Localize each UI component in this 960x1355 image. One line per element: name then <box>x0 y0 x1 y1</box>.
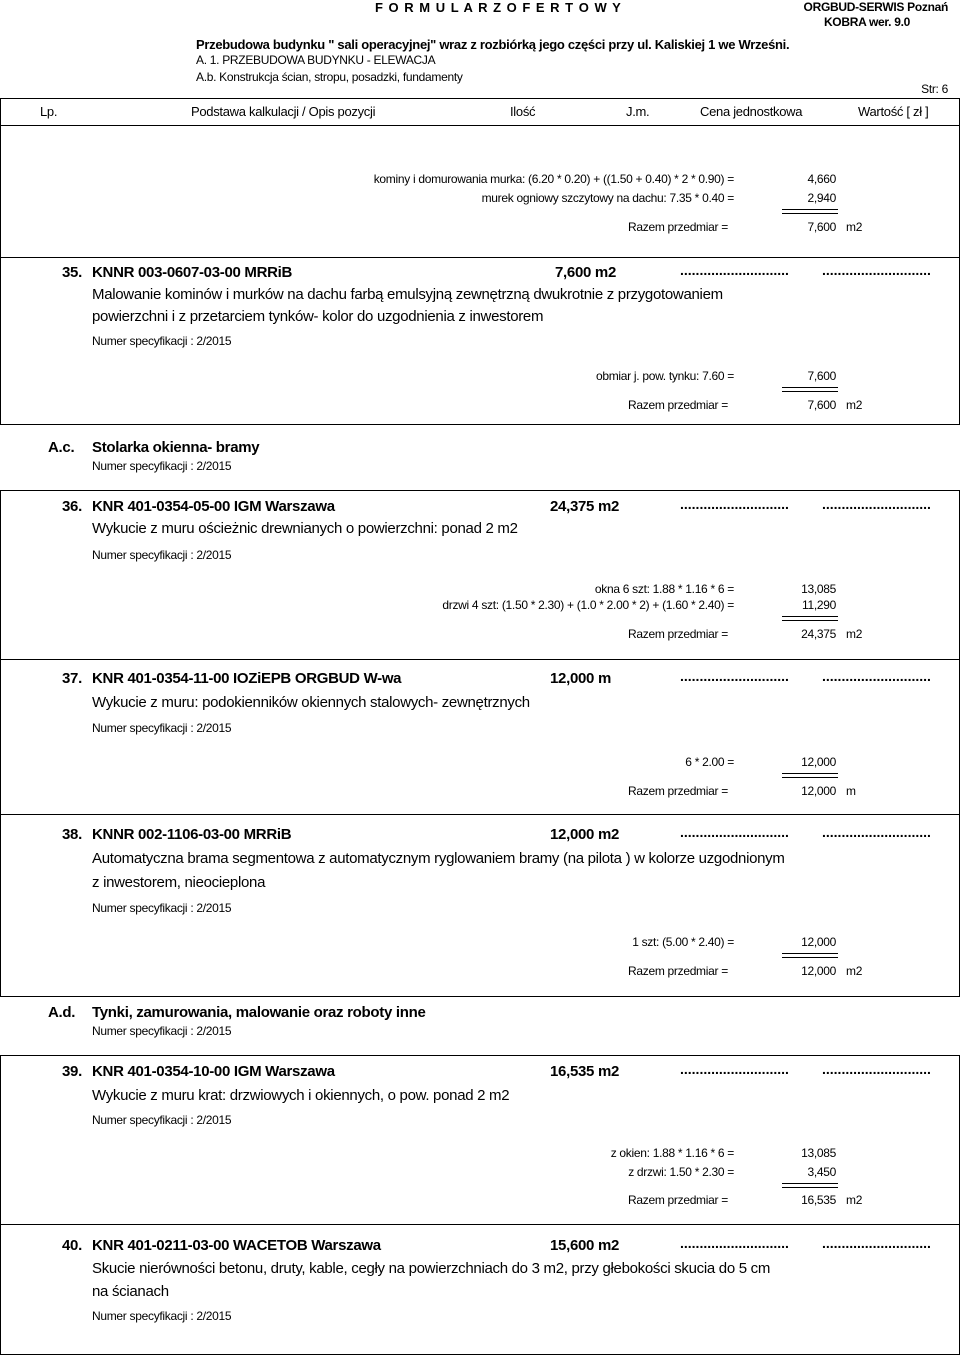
sum-underline <box>782 773 838 778</box>
item-number: 38. <box>62 826 82 843</box>
subsection-heading: A.b. Konstrukcja ścian, stropu, posadzki, fundamenty <box>196 70 463 84</box>
price-placeholder: ............................ <box>680 262 789 278</box>
item-code: KNR 401-0354-11-00 IOZiEPB ORGBUD W-wa <box>92 670 402 687</box>
spec-number: Numer specyfikacji : 2/2015 <box>92 901 232 915</box>
item-number: 36. <box>62 498 82 515</box>
item-description: Wykucie z muru krat: drzwiowych i okiennych, o pow. ponad 2 m2 <box>92 1087 510 1104</box>
item-code: KNR 401-0354-05-00 IGM Warszawa <box>92 498 335 515</box>
sum-underline <box>782 953 838 958</box>
project-title: Przebudowa budynku " sali operacyjnej" wraz z rozbiórką jego części przy ul. Kaliskiej 1 we Wrześni. <box>196 37 790 52</box>
item-qty: 12,000 m2 <box>550 826 620 843</box>
measure-label: obmiar j. pow. tynku: 7.60 = <box>595 369 734 383</box>
total-unit: m2 <box>846 220 863 234</box>
item-number: 40. <box>62 1237 82 1254</box>
item-description: Skucie nierówności betonu, druty, kable, cegły na powierzchniach do 3 m2, przy głebokości skucia do 5 cm <box>92 1260 771 1277</box>
total-label: Razem przedmiar = <box>628 784 728 798</box>
spec-number: Numer specyfikacji : 2/2015 <box>92 334 232 348</box>
item-qty: 16,535 m2 <box>550 1063 620 1080</box>
total-value: 7,600 <box>807 220 836 234</box>
section-title: Tynki, zamurowania, malowanie oraz roboty inne <box>92 1004 426 1021</box>
sum-underline <box>782 1183 838 1188</box>
total-label: Razem przedmiar = <box>628 220 728 234</box>
price-placeholder: ............................ <box>680 496 789 512</box>
measure-label: z okien: 1.88 * 1.16 * 6 = <box>610 1146 734 1160</box>
total-value: 24,375 <box>801 627 836 641</box>
section-heading: A. 1. PRZEBUDOWA BUDYNKU - ELEWACJA <box>196 53 436 67</box>
measure-label: okna 6 szt: 1.88 * 1.16 * 6 = <box>594 582 734 596</box>
item-qty: 15,600 m2 <box>550 1237 620 1254</box>
item-code: KNR 401-0354-10-00 IGM Warszawa <box>92 1063 335 1080</box>
item-code: KNNR 003-0607-03-00 MRRiB <box>92 264 293 281</box>
total-label: Razem przedmiar = <box>628 398 728 412</box>
price-placeholder: ............................ <box>680 824 789 840</box>
measure-value: 2,940 <box>807 191 836 205</box>
total-unit: m2 <box>846 398 863 412</box>
measure-value: 7,600 <box>807 369 836 383</box>
item-description: z inwestorem, nieocieplona <box>92 874 266 891</box>
item-code: KNNR 002-1106-03-00 MRRiB <box>92 826 292 843</box>
value-placeholder: ............................ <box>822 668 931 684</box>
sum-underline <box>782 616 838 621</box>
price-placeholder: ............................ <box>680 668 789 684</box>
measure-label: kominy i domurowania murka: (6.20 * 0.20) + ((1.50 + 0.40) * 2 * 0.90) = <box>373 172 734 186</box>
section-code: A.c. <box>48 439 75 456</box>
section-code: A.d. <box>48 1004 76 1021</box>
item-description: Malowanie kominów i murków na dachu farbą emulsyjną zewnętrzną dwukrotnie z przygotowaniem <box>92 286 723 303</box>
total-label: Razem przedmiar = <box>628 1193 728 1207</box>
column-header-row <box>0 98 960 126</box>
col-unit: J.m. <box>626 104 650 119</box>
item-description: Automatyczna brama segmentowa z automatycznym ryglowaniem bramy (na pilota ) w kolorze uzgodnionym <box>92 850 785 867</box>
total-value: 16,535 <box>801 1193 836 1207</box>
item-description: Wykucie z muru: podokienników okiennych stalowych- zewnętrznych <box>92 694 530 711</box>
value-placeholder: ............................ <box>822 262 931 278</box>
total-unit: m2 <box>846 627 863 641</box>
measure-value: 13,085 <box>801 582 836 596</box>
spec-number: Numer specyfikacji : 2/2015 <box>92 1113 232 1127</box>
measure-value: 11,290 <box>801 598 836 612</box>
total-label: Razem przedmiar = <box>628 964 728 978</box>
spec-number: Numer specyfikacji : 2/2015 <box>92 1024 232 1038</box>
measure-value: 12,000 <box>801 755 836 769</box>
item-qty: 24,375 m2 <box>550 498 620 515</box>
item-code: KNR 401-0211-03-00 WACETOB Warszawa <box>92 1237 381 1254</box>
measure-label: murek ogniowy szczytowy na dachu: 7.35 * 0.40 = <box>481 191 734 205</box>
measure-label: 1 szt: (5.00 * 2.40) = <box>632 935 734 949</box>
total-value: 12,000 <box>801 784 836 798</box>
total-label: Razem przedmiar = <box>628 627 728 641</box>
col-basis: Podstawa kalkulacji / Opis pozycji <box>191 104 376 119</box>
item-description: powierzchni i z przetarciem tynków- kolor do uzgodnienia z inwestorem <box>92 308 544 325</box>
form-title: F O R M U L A R Z O F E R T O W Y <box>375 0 622 15</box>
item-number: 37. <box>62 670 82 687</box>
measure-value: 4,660 <box>807 172 836 186</box>
item-qty: 7,600 m2 <box>555 264 616 281</box>
measure-label: z drzwi: 1.50 * 2.30 = <box>628 1165 734 1179</box>
software-version: KOBRA wer. 9.0 <box>823 15 910 29</box>
col-value: Wartość [ zł ] <box>858 104 929 119</box>
value-placeholder: ............................ <box>822 1235 931 1251</box>
measure-value: 12,000 <box>801 935 836 949</box>
measure-value: 13,085 <box>801 1146 836 1160</box>
spec-number: Numer specyfikacji : 2/2015 <box>92 721 232 735</box>
item-description: Wykucie z muru ościeżnic drewnianych o powierzchni: ponad 2 m2 <box>92 520 518 537</box>
sum-underline <box>782 387 838 392</box>
value-placeholder: ............................ <box>822 1061 931 1077</box>
item-description: na ścianach <box>92 1283 169 1300</box>
item-qty: 12,000 m <box>550 670 611 687</box>
total-unit: m <box>846 784 856 798</box>
total-value: 12,000 <box>801 964 836 978</box>
col-qty: Ilość <box>510 104 536 119</box>
item-number: 35. <box>62 264 82 281</box>
company-name: ORGBUD-SERWIS Poznań <box>803 0 948 14</box>
page-number: Str: 6 <box>921 82 948 96</box>
sum-underline <box>782 209 838 214</box>
section-title: Stolarka okienna- bramy <box>92 439 260 456</box>
measure-label: drzwi 4 szt: (1.50 * 2.30) + (1.0 * 2.00 * 2) + (1.60 * 2.40) = <box>442 598 734 612</box>
total-unit: m2 <box>846 964 863 978</box>
col-lp: Lp. <box>40 104 58 119</box>
price-placeholder: ............................ <box>680 1061 789 1077</box>
spec-number: Numer specyfikacji : 2/2015 <box>92 459 232 473</box>
spec-number: Numer specyfikacji : 2/2015 <box>92 548 232 562</box>
measure-label: 6 * 2.00 = <box>685 755 734 769</box>
price-placeholder: ............................ <box>680 1235 789 1251</box>
total-unit: m2 <box>846 1193 863 1207</box>
spec-number: Numer specyfikacji : 2/2015 <box>92 1309 232 1323</box>
total-value: 7,600 <box>807 398 836 412</box>
value-placeholder: ............................ <box>822 496 931 512</box>
col-unit-price: Cena jednostkowa <box>700 104 803 119</box>
item-number: 39. <box>62 1063 82 1080</box>
value-placeholder: ............................ <box>822 824 931 840</box>
measure-value: 3,450 <box>807 1165 836 1179</box>
